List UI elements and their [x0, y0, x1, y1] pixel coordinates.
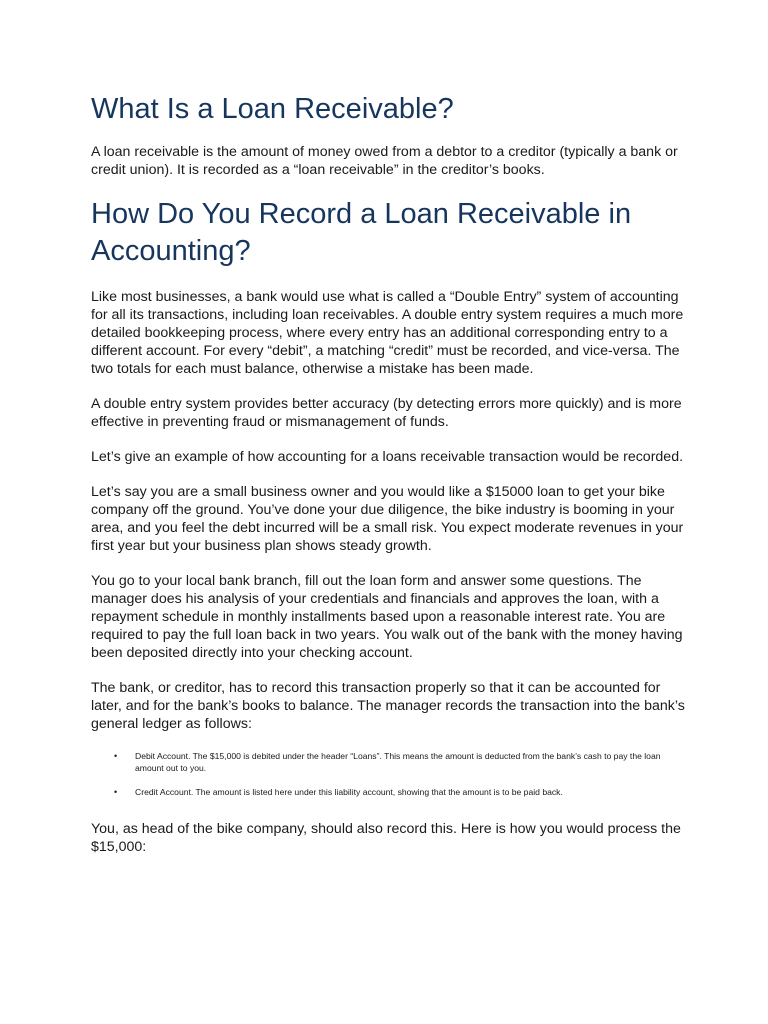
list-item [114, 786, 688, 798]
page-title: What Is a Loan Receivable? [91, 93, 454, 125]
paragraph-accuracy: A double entry system provides better accuracy (by detecting errors more quickly) and is more effective in preventing fraud or mismanagement of funds. [91, 396, 682, 431]
paragraph-ledger-intro: The bank, or creditor, has to record this transaction properly so that it can be accounted for later, and for the bank’s books to balance. The manager records the transaction into the bank’s general ledger as follows: [91, 680, 685, 733]
list-item [114, 750, 688, 774]
intro-paragraph: A loan receivable is the amount of money owed from a debtor to a creditor (typically a bank or credit union). It is recorded as a “loan receivable” in the creditor’s books. [91, 143, 678, 178]
ledger-item-debit: Debit Account. The $15,000 is debited under the header “Loans”. This means the amount is deducted from the bank’s cash to pay the loan amount out to you. [135, 751, 661, 774]
paragraph-bank-visit: You go to your local bank branch, fill out the loan form and answer some questions. The manager does his analysis of your credentials and financials and approves the loan, with a repayment schedule in monthly installments based upon a reasonable interest rate. You are required to pay the full loan back in two years. You walk out of the bank with the money having been deposited directly into your checking account. [91, 573, 683, 662]
section-heading: How Do You Record a Loan Receivable in Accounting? [91, 197, 632, 267]
paragraph-scenario: Let’s say you are a small business owner and you would like a $15000 loan to get your bike company off the ground. You’ve done your due diligence, the bike industry is booming in your area, and you feel the debt incurred will be a small risk. You expect moderate revenues in your first year but your business plan shows steady growth. [91, 484, 684, 555]
closing-paragraph: You, as head of the bike company, should also record this. Here is how you would process the $15,000: [91, 821, 681, 856]
bullet-icon: • [114, 751, 118, 762]
ledger-item-credit: Credit Account. The amount is listed here under this liability account, showing that the amount is to be paid back. [135, 787, 563, 798]
ledger-list [91, 750, 688, 798]
paragraph-double-entry: Like most businesses, a bank would use what is called a “Double Entry” system of accounting for all its transactions, including loan receivables. A double entry system requires a much more detailed bookkeeping process, where every entry has an additional corresponding entry to a different account. For every “debit”, a matching “credit” must be recorded, and vice-versa. The two totals for each must balance, otherwise a mistake has been made. [91, 289, 684, 378]
paragraph-example-intro: Let’s give an example of how accounting for a loans receivable transaction would be recorded. [91, 449, 684, 466]
bullet-icon: • [114, 787, 118, 798]
